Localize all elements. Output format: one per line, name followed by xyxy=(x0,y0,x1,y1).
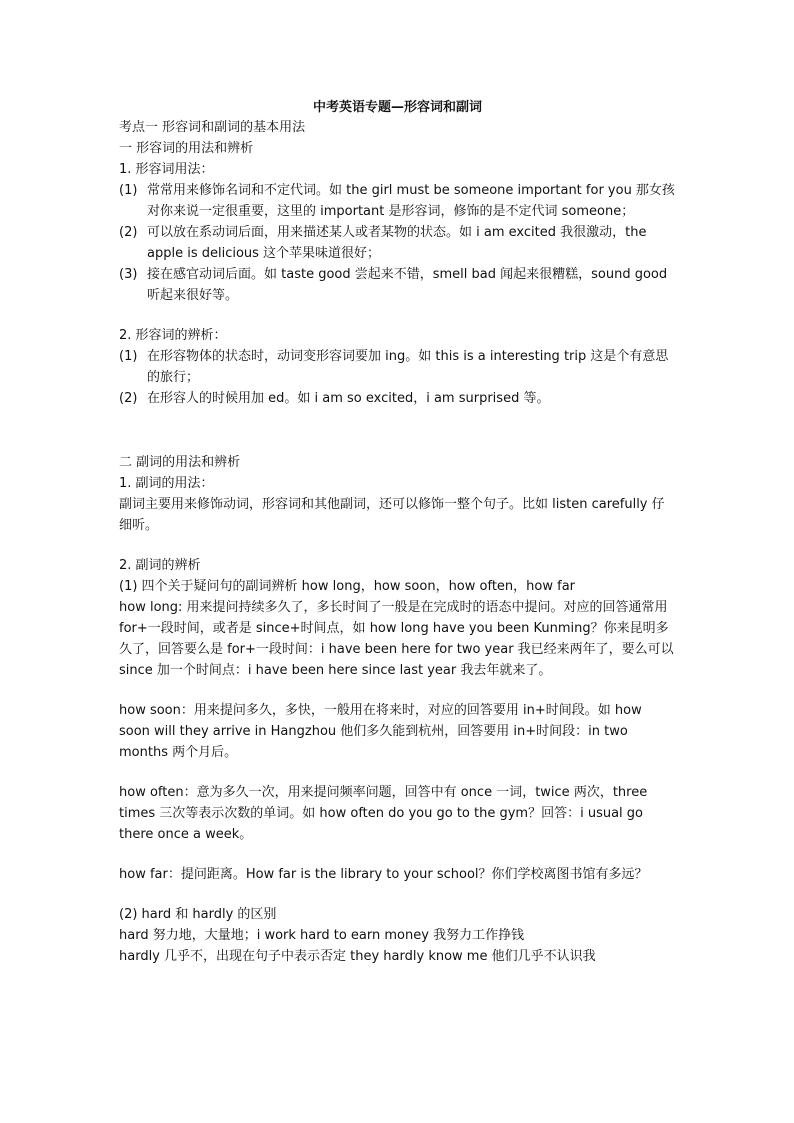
adverb-difference-heading: 2. 副词的辨析 xyxy=(119,558,201,573)
list-number: (1) xyxy=(119,349,138,364)
spacer xyxy=(119,409,676,452)
adjective-usage-heading: 1. 形容词用法： xyxy=(119,162,214,177)
list-text: 常常用来修饰名词和不定代词。如 the girl must be someone important for you 那女孩对你来说一定很重要，这里的 important 是形容词，修饰的是不定代词 someone； xyxy=(147,183,675,219)
part-heading-adverb: 二 副词的用法和辨析 xyxy=(119,455,241,470)
part-heading-adjective: 一 形容词的用法和辨析 xyxy=(119,141,254,156)
adverb-usage-heading: 1. 副词的用法： xyxy=(119,476,214,491)
paragraph-how-far: how far：提问距离。How far is the library to your school？你们学校离图书馆有多远？ xyxy=(119,867,648,882)
list-number: (2) xyxy=(119,391,138,406)
spacer xyxy=(119,536,676,555)
list-item xyxy=(119,388,676,409)
section-heading: 考点一 形容词和副词的基本用法 xyxy=(119,120,306,135)
spacer xyxy=(119,845,676,864)
list-item xyxy=(119,264,676,306)
list-number: (1) xyxy=(119,183,138,198)
list-text: 在形容人的时候用加 ed。如 i am so excited，i am surprised 等。 xyxy=(147,391,550,406)
spacer xyxy=(119,306,676,325)
paragraph-hard: hard 努力地，大量地；i work hard to earn money 我努力工作挣钱 xyxy=(119,928,525,943)
list-number: (2) xyxy=(119,225,138,240)
spacer xyxy=(119,681,676,700)
adverb-subsection-heading: (2) hard 和 hardly 的区别 xyxy=(119,907,277,922)
paragraph-how-long: how long: 用来提问持续多久了，多长时间了一般是在完成时的语态中提问。对应的回答通常用 for+一段时间，或者是 since+时间点，如 how long have you been Kunming？你来昆明多久了，回答要么是 for+一段时间：i have been here for two year 我已经来两年了，要么可以 since 加一个时间点：i have been here since last year 我去年就来了。 xyxy=(119,600,674,678)
list-item xyxy=(119,180,676,222)
adverb-subsection-heading: (1) 四个关于疑问句的副词辨析 how long，how soon，how often，how far xyxy=(119,579,576,594)
document-title: 中考英语专题—形容词和副词 xyxy=(312,100,482,115)
list-number: (3) xyxy=(119,267,138,282)
adverb-usage-text: 副词主要用来修饰动词，形容词和其他副词，还可以修饰一整个句子。比如 listen carefully 仔细听。 xyxy=(119,497,665,533)
spacer xyxy=(119,763,676,782)
list-text: 在形容物体的状态时，动词变形容词要加 ing。如 this is a interesting trip 这是个有意思的旅行； xyxy=(147,349,669,385)
paragraph-how-often: how often：意为多久一次，用来提问频率问题，回答中有 once 一词，twice 两次，three times 三次等表示次数的单词。如 how often do you go to the gym？回答：i usual go there once a week。 xyxy=(119,785,648,842)
list-item xyxy=(119,346,676,388)
paragraph-hardly: hardly 几乎不，出现在句子中表示否定 they hardly know me 他们几乎不认识我 xyxy=(119,949,596,964)
list-text: 可以放在系动词后面，用来描述某人或者某物的状态。如 i am excited 我很激动，the apple is delicious 这个苹果味道很好； xyxy=(147,225,647,261)
list-item xyxy=(119,222,676,264)
adjective-difference-heading: 2. 形容词的辨析： xyxy=(119,328,227,343)
list-text: 接在感官动词后面。如 taste good 尝起来不错，smell bad 闻起来很糟糕，sound good 听起来很好等。 xyxy=(147,267,668,303)
spacer xyxy=(119,885,676,904)
paragraph-how-soon: how soon：用来提问多久，多快，一般用在将来时，对应的回答要用 in+时间段。如 how soon will they arrive in Hangzhou 他们多久能到杭州，回答要用 in+时间段：in two months 两个月后。 xyxy=(119,703,642,760)
